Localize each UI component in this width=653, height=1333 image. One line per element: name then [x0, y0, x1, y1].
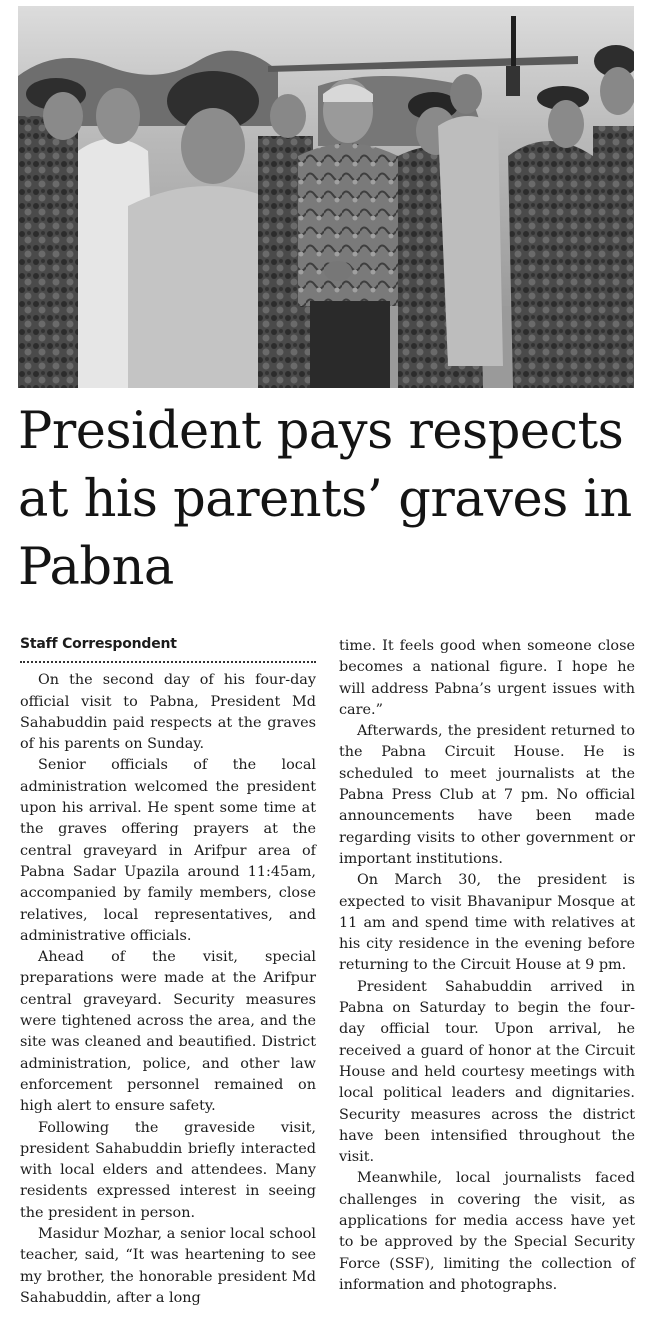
paragraph: Following the graveside visit, president Sahabuddin briefly interacted with local elders and attendees. Many residents expressed interest in seeing the president in person. [20, 1119, 316, 1221]
paragraph: Afterwards, the president returned to the Pabna Circuit House. He is scheduled to meet journalists at the Pabna Press Club at 7 pm. No official announcements have been made regarding visits to other government or important institutions. [339, 723, 635, 867]
paragraph: President Sahabuddin arrived in Pabna on Saturday to begin the four-day official tour. Upon arrival, he received a guard of honor at the Circuit House and held courtesy meetings with local political leaders and dignitaries. Security measures across the district have been intensified throughout the visit. [339, 978, 635, 1166]
headline: President pays respects at his parents’ graves in Pabna [18, 402, 632, 597]
paragraph: Meanwhile, local journalists faced challenges in covering the visit, as applications for media access have yet to be approved by the Special Security Force (SSF), limiting the collection of information and photographs. [339, 1170, 635, 1293]
paragraph: On March 30, the president is expected to visit Bhavanipur Mosque at 11 am and spend time with relatives at his city residence in the evening before returning to the Circuit House at 9 pm. [339, 872, 635, 974]
paragraph: Masidur Mozhar, a senior local school teacher, said, “It was heartening to see my brother, the honorable president Md Sahabuddin, after a long [20, 1226, 316, 1306]
paragraph: time. It feels good when someone close becomes a national figure. I hope he will address Pabna’s urgent issues with care.” [339, 638, 635, 718]
paragraph: Senior officials of the local administration welcomed the president upon his arrival. He spent some time at the graves offering prayers at the central graveyard in Arifpur area of Pabna Sadar Upazila around 11:45am, accompanied by family members, close relatives, local representatives, and administrative officials. [20, 757, 316, 944]
article-photo [18, 6, 634, 388]
paragraph: On the second day of his four-day official visit to Pabna, President Md Sahabuddin paid respects at the graves of his parents on Sunday. [20, 672, 316, 753]
article-column-right [339, 636, 635, 1296]
article-column-left [20, 634, 316, 1309]
byline: Staff Correspondent [20, 634, 316, 663]
paragraph: Ahead of the visit, special preparations were made at the Arifpur central graveyard. Security measures were tightened across the area, and the site was cleaned and beautified. District administration, police, and other law enforcement personnel remained on high alert to ensure safety. [20, 949, 316, 1115]
photo-of-president-greeting-officials [18, 6, 634, 388]
